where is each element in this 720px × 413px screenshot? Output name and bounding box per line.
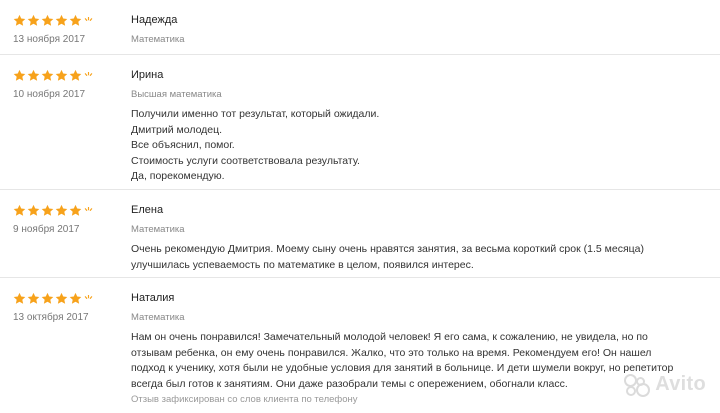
sparkle-icon [84, 291, 93, 300]
review-text-line: Нам он очень понравился! Замечательный молодой человек! Я его сама, к сожалению, не увидела, но по [131, 331, 648, 343]
review-date: 9 ноября 2017 [13, 224, 80, 235]
sparkle-icon [84, 13, 93, 22]
review-text [131, 107, 711, 185]
review-text-line: улучшилась успеваемость по математике в целом, появился интерес. [131, 258, 474, 271]
star-icon [69, 69, 82, 82]
star-icon [69, 14, 82, 27]
star-icon [41, 292, 54, 305]
rating-stars [13, 67, 118, 83]
star-icon [13, 292, 26, 305]
review-item [0, 55, 720, 190]
star-icon [27, 204, 40, 217]
review-item [0, 0, 720, 55]
star-icon [41, 14, 54, 27]
review-author: Наталия [131, 292, 175, 304]
review-date: 13 октября 2017 [13, 312, 89, 323]
avito-dots-icon [624, 374, 650, 396]
review-subject: Математика [131, 34, 185, 45]
review-text-line: всегда был готов к занятиям. Они даже разобрали темы с опережением, обогнали класс. [131, 377, 568, 390]
rating-stars [13, 12, 118, 28]
star-icon [27, 69, 40, 82]
sparkle-icon [84, 68, 93, 77]
review-body [131, 204, 711, 273]
review-author: Елена [131, 204, 164, 216]
star-icon [69, 292, 82, 305]
review-body [131, 69, 711, 185]
review-meta [13, 67, 118, 101]
review-text [131, 242, 711, 273]
avito-watermark [624, 373, 706, 396]
review-text-line: Дмитрий молодец. [131, 123, 223, 136]
star-icon [69, 204, 82, 217]
review-text-line: Получили именно тот результат, который ожидали. [131, 108, 380, 120]
star-icon [55, 204, 68, 217]
star-icon [13, 14, 26, 27]
review-text-line: Очень рекомендую Дмитрия. Моему сыну очень нравятся занятия, за весьма короткий срок (1.5 месяца) [131, 243, 644, 255]
review-subject: Математика [131, 224, 185, 235]
review-text-line: подход к ученику, хотя были не удобные условия для занятий в больнице. И дети шумели вокруг, но репетитор [131, 362, 674, 374]
review-text-line: Стоимость услуги соответствовала результату. [131, 154, 360, 167]
star-icon [27, 292, 40, 305]
avito-watermark-text: Avito [655, 373, 706, 395]
review-item [0, 190, 720, 278]
review-text-line: Да, порекомендую. [131, 170, 225, 182]
star-icon [41, 69, 54, 82]
review-date: 13 ноября 2017 [13, 34, 86, 45]
review-item [0, 278, 720, 413]
sparkle-icon [84, 203, 93, 212]
review-text-line: отзывам ребенка, он ему очень понравился. Жалко, что это только на время. Рекомендуем его! Он нашел [131, 346, 652, 359]
star-icon [13, 204, 26, 217]
star-icon [55, 69, 68, 82]
review-date: 10 ноября 2017 [13, 89, 86, 100]
review-subject: Высшая математика [131, 89, 222, 100]
star-icon [13, 69, 26, 82]
review-author: Надежда [131, 14, 178, 26]
review-author: Ирина [131, 69, 164, 81]
star-icon [41, 204, 54, 217]
review-meta [13, 12, 118, 46]
star-icon [55, 292, 68, 305]
review-meta [13, 290, 118, 324]
review-body [131, 14, 711, 46]
review-text-line: Все объяснил, помог. [131, 139, 235, 151]
rating-stars [13, 290, 118, 306]
review-subject: Математика [131, 312, 185, 323]
rating-stars [13, 202, 118, 218]
review-note: Отзыв зафиксирован со слов клиента по телефону [131, 394, 358, 405]
star-icon [55, 14, 68, 27]
review-meta [13, 202, 118, 236]
star-icon [27, 14, 40, 27]
